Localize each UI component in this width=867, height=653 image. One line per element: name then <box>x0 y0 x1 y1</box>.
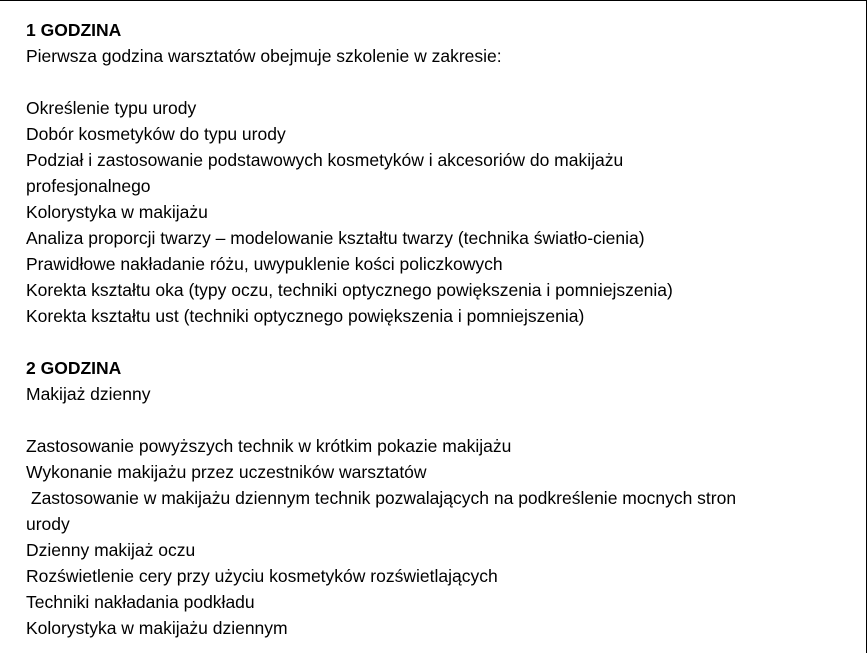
topic-item: Rozświetlenie cery przy użyciu kosmetyków rozświetlających <box>26 566 498 586</box>
topic-item: Zastosowanie w makijażu dziennym technik pozwalających na podkreślenie mocnych stron urody <box>26 488 737 534</box>
topic-item: Wykonanie makijażu przez uczestników warsztatów <box>26 462 427 482</box>
section-intro: Makijaż dzienny <box>26 384 151 404</box>
topic-item: Określenie typu urody <box>26 98 197 118</box>
spacer <box>26 69 856 95</box>
topic-item: Analiza proporcji twarzy – modelowanie kształtu twarzy (technika światło-cienia) <box>26 228 645 248</box>
section-hour-2 <box>26 355 856 641</box>
topic-item: Dzienny makijaż oczu <box>26 540 196 560</box>
topic-item: Podział i zastosowanie podstawowych kosmetyków i akcesoriów do makijażu profesjonalnego <box>26 150 624 196</box>
topic-item: Dobór kosmetyków do typu urody <box>26 124 286 144</box>
section-intro: Pierwsza godzina warsztatów obejmuje szkolenie w zakresie: <box>26 46 502 66</box>
topic-item: Kolorystyka w makijażu <box>26 202 208 222</box>
section-hour-1 <box>26 17 856 329</box>
section-heading: 1 GODZINA <box>26 20 122 40</box>
topic-item: Techniki nakładania podkładu <box>26 592 255 612</box>
topic-list <box>26 433 856 641</box>
document-body <box>26 17 856 641</box>
section-heading: 2 GODZINA <box>26 358 122 378</box>
topic-item: Zastosowanie powyższych technik w krótkim pokazie makijażu <box>26 436 512 456</box>
topic-list <box>26 95 856 329</box>
spacer <box>26 407 856 433</box>
topic-item: Korekta kształtu ust (techniki optycznego powiększenia i pomniejszenia) <box>26 306 585 326</box>
topic-item: Korekta kształtu oka (typy oczu, techniki optycznego powiększenia i pomniejszenia) <box>26 280 673 300</box>
topic-item: Kolorystyka w makijażu dziennym <box>26 618 288 638</box>
topic-item: Prawidłowe nakładanie różu, uwypuklenie kości policzkowych <box>26 254 503 274</box>
